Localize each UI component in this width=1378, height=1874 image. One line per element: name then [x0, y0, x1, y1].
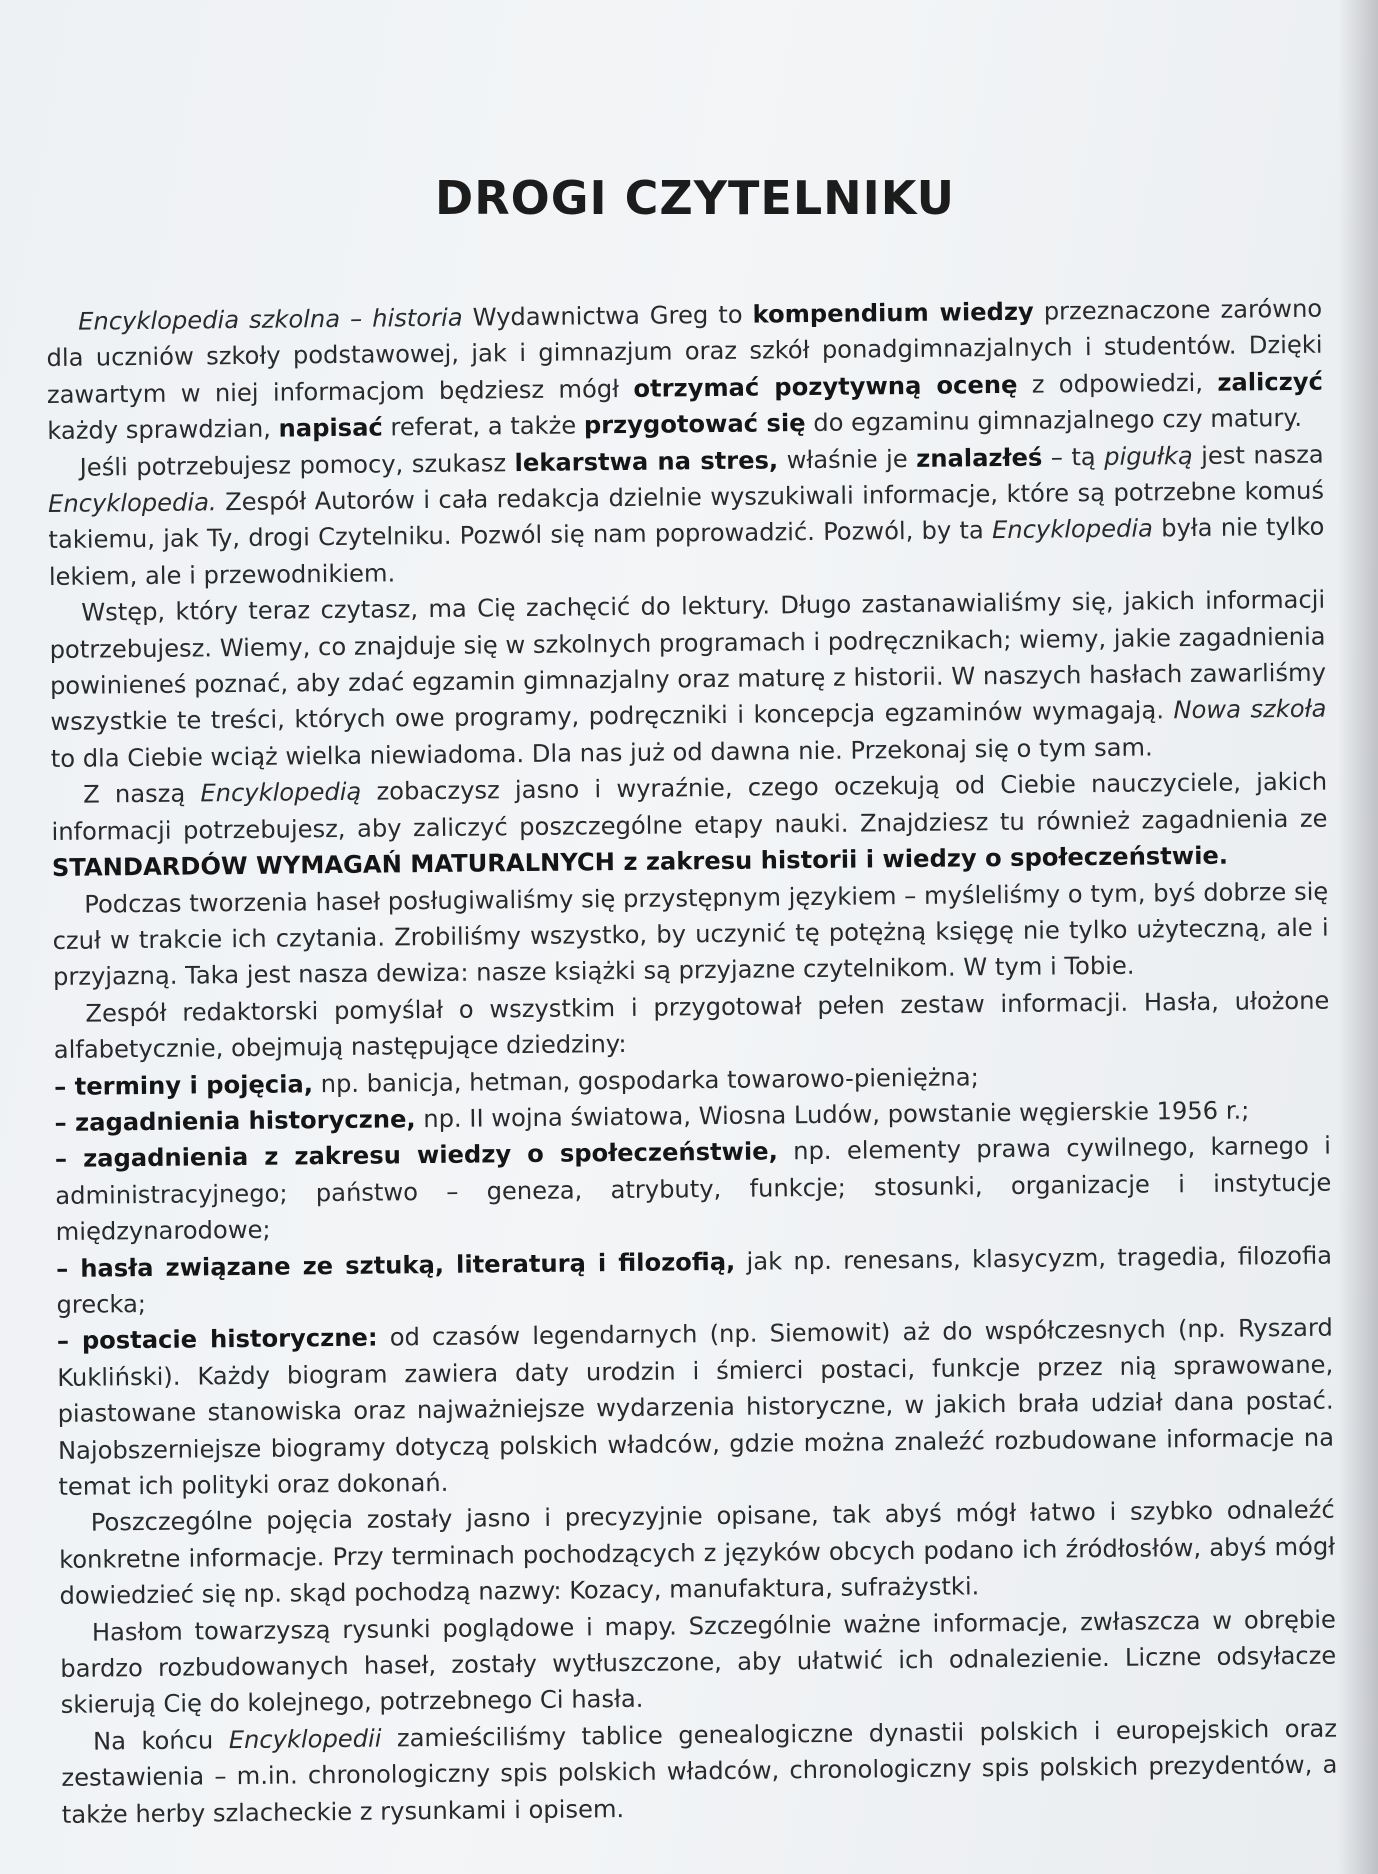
list-item: – zagadnienia historyczne, np. II wojna światowa, Wiosna Ludów, powstanie węgierskie 1956 r.; [54, 1096, 1250, 1137]
body-text [46, 291, 1338, 1833]
paragraph-help: Jeśli potrzebujesz pomocy, szukasz lekarstwa na stres, właśnie je znalazłeś – tą pigułką jest nasza Encyklopedia. Zespół Autorów i cała redakcja dzielnie wyszukiwali informacje, które są potrzebne komuś takiemu, jak Ty, drogi Czytelniku. Pozwól się nam poprowadzić. Pozwól, by ta Encyklopedia była nie tylko lekiem, ale i przewodnikiem. [47, 440, 1325, 591]
paragraph-language: Podczas tworzenia haseł posługiwaliśmy się przystępnym językiem – myśleliśmy o tym, byś dobrze się czuł w trakcie ich czytania. Zrobiliśmy wszystko, by uczynić tę potężną księgę nie tylko użyteczną, ale i przyjazną. Taka jest nasza dewiza: nasze książki są przyjazne czytelnikom. W tym i Tobie. [52, 877, 1329, 992]
paragraph-intro: Encyklopedia szkolna – historia Wydawnictwa Greg to kompendium wiedzy przeznaczone zarówno dla uczniów szkoły podstawowej, jak i gimnazjum oraz szkół ponadgimnazjalnych i studentów. Dzięki zawartym w niej informacjom będziesz mógł otrzymać pozytywną ocenę z odpowiedzi, zaliczyć każdy sprawdzian, napisać referat, a także przygotować się do egzaminu gimnazjalnego czy matury. [46, 294, 1324, 446]
page-title: DROGI CZYTELNIKU [435, 170, 955, 225]
paragraph-concepts: Poszczególne pojęcia zostały jasno i precyzyjnie opisane, tak abyś mógł łatwo i szybko odnaleźć konkretne informacje. Przy terminach pochodzących z języków obcych podano ich źródłosłów, abyś mógł dowiedzieć się np. skąd pochodzą nazwy: Kozacy, manufaktura, sufrażystki. [59, 1495, 1336, 1611]
paragraph-introduction: Wstęp, który teraz czytasz, ma Cię zachęcić do lektury. Długo zastanawialiśmy się, jakich informacji potrzebujesz. Wiemy, co znajduje się w szkolnych programach i podręcznikach; wiemy, jakie zagadnienia powinieneś poznać, aby zdać egzamin gimnazjalny oraz maturę z historii. W naszych hasłach zawarliśmy wszystkie te treści, których owe programy, podręczniki i koncepcja egzaminów wymagają. Nowa szkoła to dla Ciebie wciąż wielka niewiadoma. Dla nas już od dawna nie. Przekonaj się o tym sam. [49, 585, 1327, 773]
list-item: – terminy i pojęcia, np. banicja, hetman, gospodarka towarowo-pieniężna; [54, 1062, 979, 1101]
list-item: – postacie historyczne: od czasów legendarnych (np. Siemowit) aż do współczesnych (np. Ryszard Kukliński). Każdy biogram zawiera daty urodzin i śmierci postaci, funkcje przez nią sprawowane, piastowane stanowiska oraz najważniejsze wydarzenia historyczne, w jakich brała udział dana postać. Najobszerniejsze biogramy dotyczą polskich władców, gdzie można znaleźć rozbudowane informacje na temat ich polityki oraz dokonań. [56, 1313, 1335, 1501]
paragraph-illustrations: Hasłom towarzyszą rysunki poglądowe i mapy. Szczególnie ważne informacje, zwłaszcza w obrębie bardzo rozbudowanych haseł, zostały wytłuszczone, aby ułatwić ich odnalezienie. Liczne odsyłacze skierują Cię do kolejnego, potrzebnego Ci hasła. [60, 1605, 1337, 1720]
paragraph-encyclopedia: Z naszą Encyklopedią zobaczysz jasno i wyraźnie, czego oczekują od Ciebie nauczyciele, jakich informacji potrzebujesz, aby zaliczyć poszczególne etapy nauki. Znajdziesz tu również zagadnienia ze STANDARDÓW WYMAGAŃ MATURALNYCH z zakresu historii i wiedzy o społeczeństwie. [51, 767, 1328, 883]
paragraph-appendix: Na końcu Encyklopedii zamieściliśmy tablice genealogiczne dynastii polskich i europejskich oraz zestawienia – m.in. chronologiczny spis polskich władców, chronologiczny spis polskich prezydentów, a także herby szlacheckie z rysunkami i opisem. [61, 1714, 1338, 1829]
list-item: – zagadnienia z zakresu wiedzy o społeczeństwie, np. elementy prawa cywilnego, karnego i administracyjnego; państwo – geneza, atrybuty, funkcje; stosunki, organizacje i instytucje międzynarodowe; [54, 1131, 1332, 1247]
list-item: – hasła związane ze sztuką, literaturą i filozofią, jak np. renesans, klasycyzm, tragedia, filozofia grecka; [55, 1241, 1333, 1319]
domains-list [54, 1055, 1335, 1505]
paragraph-team: Zespół redaktorski pomyślał o wszystkim i przygotował pełen zestaw informacji. Hasła, ułożone alfabetycznie, obejmują następujące dziedziny: [53, 986, 1330, 1065]
